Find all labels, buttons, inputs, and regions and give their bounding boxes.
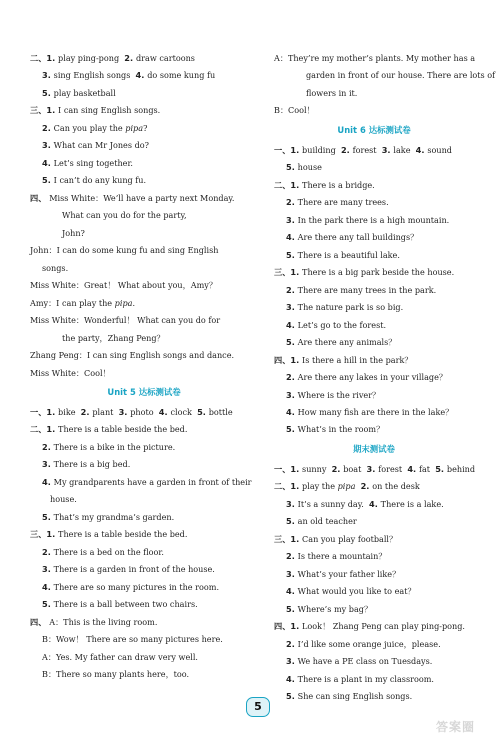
answer-line <box>30 194 258 203</box>
item-number: 3. <box>42 70 54 81</box>
answer-text: . <box>132 297 136 308</box>
item-number: 3. <box>42 564 54 575</box>
item-number: 4. <box>286 407 298 417</box>
question-marker: 三、1. <box>274 267 303 278</box>
item-number: 5. <box>286 691 298 702</box>
answer-text: Where’s my bag？ <box>297 603 373 614</box>
item-number: 2. <box>331 463 344 474</box>
question-marker: 二、1. <box>274 481 303 492</box>
answer-text: lake <box>393 144 411 155</box>
answer-text: B：Cool！ <box>274 105 315 116</box>
section-heading: Unit 5 达标测试卷 <box>107 387 181 398</box>
item-number: 3. <box>286 302 298 313</box>
item-number: 4. <box>158 407 171 417</box>
answer-line <box>274 321 474 330</box>
item-number: 2. <box>286 551 298 562</box>
answer-line <box>274 233 474 242</box>
answer-line <box>30 211 258 220</box>
answer-text: A：They’re my mother’s plants. My mother has a <box>274 53 476 63</box>
answer-text: There is a garden in front of the house. <box>53 564 215 575</box>
answer-text: I can’t do any kung fu. <box>53 175 147 186</box>
answer-line <box>274 391 474 400</box>
question-marker: 一、1. <box>274 144 303 155</box>
question-marker: 四、1. <box>274 354 303 365</box>
answer-text: on the desk <box>372 481 420 492</box>
item-number: 4. <box>415 144 428 155</box>
section-heading: Unit 6 达标测试卷 <box>337 124 411 135</box>
answer-line <box>30 425 258 434</box>
answer-line <box>274 425 474 434</box>
answer-text: The nature park is so big. <box>297 302 404 313</box>
item-number: 4. <box>286 673 298 684</box>
answer-text: John：I can do some kung fu and sing English <box>30 245 219 256</box>
answer-text: There is a table beside the bed. <box>58 529 188 540</box>
item-number: 5. <box>197 407 209 417</box>
answer-text: house <box>297 162 322 173</box>
item-number: 4. <box>407 463 419 474</box>
answer-line <box>30 460 258 469</box>
answer-text: There is a bridge. <box>302 179 375 190</box>
item-number: 5. <box>286 162 298 173</box>
left-column <box>30 54 258 688</box>
question-marker: 一、1. <box>30 407 59 417</box>
answer-text-italic: pipa <box>125 122 144 133</box>
question-marker: 二、1. <box>30 424 59 435</box>
item-number: 5. <box>286 249 298 260</box>
item-number: 5. <box>286 516 298 527</box>
item-number: 3. <box>286 498 298 509</box>
answer-line <box>30 600 258 609</box>
question-marker: 二、1. <box>30 53 59 63</box>
answer-line <box>30 495 258 504</box>
answer-text: B：There so many plants here，too. <box>42 669 190 680</box>
answer-line <box>30 281 258 290</box>
answer-text: play the <box>302 481 338 492</box>
item-number: 3. <box>286 656 298 667</box>
answer-text: play basketball <box>53 87 116 98</box>
answer-line <box>274 500 474 509</box>
answer-text: Look！ Zhang Peng can play ping-pong. <box>302 621 466 632</box>
item-number: 2. <box>360 481 373 492</box>
item-number: 3. <box>366 463 379 474</box>
answer-line <box>30 653 258 662</box>
answer-text: What’s your father like？ <box>297 568 401 579</box>
answer-line <box>274 373 474 382</box>
answer-line <box>274 251 474 260</box>
answer-text: A：This is the living room. <box>49 616 158 627</box>
question-marker: 一、1. <box>274 463 303 474</box>
answer-text: songs. <box>42 262 69 273</box>
item-number: 3. <box>286 214 298 225</box>
answer-line <box>274 675 474 684</box>
item-number: 2. <box>286 284 298 295</box>
item-number: 2. <box>340 144 353 155</box>
answer-text: Are there any tall buildings？ <box>297 232 419 243</box>
item-number: 2. <box>124 53 136 63</box>
answer-line <box>274 54 474 63</box>
answer-line <box>274 89 474 98</box>
answer-text: ? <box>143 122 148 133</box>
answer-text: Zhang Peng：I can sing English songs and dance. <box>30 350 235 361</box>
answer-text: Where is the river？ <box>297 389 381 400</box>
answer-text: forest <box>352 144 377 155</box>
item-number: 4. <box>286 319 298 330</box>
answer-text: garden in front of our house. There are lots of <box>306 70 496 81</box>
answer-line <box>274 408 474 417</box>
item-number: 3. <box>381 144 394 155</box>
watermark-logo: 答案圈 <box>436 720 476 734</box>
answer-text: sing English songs <box>53 70 131 81</box>
item-number: 3. <box>42 459 54 470</box>
answer-text: sunny <box>302 463 327 474</box>
item-number: 5. <box>286 603 298 614</box>
question-marker: 三、1. <box>30 105 59 116</box>
answer-line <box>30 565 258 574</box>
answer-line <box>30 478 258 487</box>
answer-line <box>30 159 258 168</box>
answer-text: clock <box>170 407 192 417</box>
answer-text: How many fish are there in the lake？ <box>297 407 454 417</box>
answer-text: There is a bike in the picture. <box>53 441 176 452</box>
answer-text: Amy：I can play the <box>30 297 115 308</box>
item-number: 5. <box>435 463 447 474</box>
answer-text: There is a big park beside the house. <box>302 267 455 278</box>
answer-line <box>274 605 474 614</box>
answer-text: Are there any lakes in your village？ <box>297 372 447 383</box>
answer-line <box>274 482 474 491</box>
answer-line <box>30 316 258 325</box>
answer-line <box>30 54 258 63</box>
item-number: 4. <box>42 581 54 592</box>
answer-text: sound <box>427 144 452 155</box>
item-number: 3. <box>286 389 298 400</box>
right-column <box>274 53 496 710</box>
item-number: 2. <box>80 407 93 417</box>
answer-text: My grandparents have a garden in front of their <box>53 476 252 487</box>
answer-line <box>274 640 474 649</box>
answer-text: Is there a hill in the park？ <box>302 354 413 365</box>
question-marker: 三、1. <box>30 529 59 540</box>
answer-text: I can sing English songs. <box>58 105 161 116</box>
answer-text: What can you do for the party, <box>62 210 187 221</box>
answer-text: What would you like to eat？ <box>297 586 416 597</box>
answer-text: That’s my grandma’s garden. <box>53 511 175 522</box>
answer-text: plant <box>92 407 114 417</box>
answer-line <box>30 351 258 360</box>
answer-line <box>30 71 258 80</box>
answer-text: There are so many pictures in the room. <box>53 581 220 592</box>
answer-line <box>274 692 474 701</box>
item-number: 2. <box>42 546 54 557</box>
answer-line <box>274 198 474 207</box>
answer-text: We have a PE class on Tuesdays. <box>297 656 433 667</box>
answer-line <box>30 124 258 133</box>
item-number: 3. <box>118 407 131 417</box>
answer-text-italic: pipa <box>337 481 356 492</box>
answer-line <box>30 299 258 308</box>
answer-text: I’d like some orange juice，please. <box>297 638 441 649</box>
answer-text: Miss White：Great！ What about you，Amy？ <box>30 280 217 291</box>
answer-text: John? <box>62 227 85 238</box>
answer-text: What’s in the room？ <box>297 424 385 435</box>
item-number: 5. <box>42 175 54 186</box>
answer-text: bike <box>58 407 76 417</box>
item-number: 5. <box>286 337 298 348</box>
answer-line <box>30 618 258 627</box>
item-number: 4. <box>286 232 298 243</box>
answer-text: In the park there is a high mountain. <box>297 214 450 225</box>
answer-text: She can sing English songs. <box>297 691 413 702</box>
item-number: 4. <box>42 476 54 487</box>
answer-line <box>274 146 474 155</box>
question-marker: 二、1. <box>274 179 303 190</box>
answer-line <box>30 530 258 539</box>
question-marker: 四、 <box>30 616 50 627</box>
answer-text: Miss White：Wonderful！ What can you do for <box>30 315 221 326</box>
answer-text: an old teacher <box>297 516 357 527</box>
item-number: 5. <box>42 87 54 98</box>
answer-text: boat <box>343 463 362 474</box>
item-number: 2. <box>286 372 298 383</box>
answer-line <box>30 106 258 115</box>
answer-line <box>30 369 258 378</box>
answer-line <box>274 465 474 474</box>
answer-line <box>30 408 258 417</box>
answer-line <box>30 229 258 238</box>
answer-text: Are there any animals？ <box>297 337 397 348</box>
answer-line <box>30 548 258 557</box>
answer-text: Is there a mountain？ <box>297 551 387 562</box>
item-number: 2. <box>42 441 54 452</box>
answer-text: It’s a sunny day. <box>297 498 364 509</box>
item-number: 4. <box>42 157 54 168</box>
answer-text: the party，Zhang Peng？ <box>62 332 165 343</box>
answer-text: There is a beautiful lake. <box>297 249 400 260</box>
answer-line <box>30 583 258 592</box>
answer-text: do some kung fu <box>147 70 216 81</box>
item-number: 3. <box>286 568 298 579</box>
answer-line <box>274 70 496 81</box>
section-heading: 期末测试卷 <box>353 443 395 454</box>
answer-line <box>274 338 474 347</box>
answer-text: Can you play the <box>53 122 126 133</box>
answer-line <box>30 513 258 522</box>
item-number: 3. <box>42 140 54 151</box>
answer-line <box>274 517 474 526</box>
answer-line <box>30 141 258 150</box>
answer-text: behind <box>446 463 476 474</box>
question-marker: 四、1. <box>274 621 303 632</box>
item-number: 4. <box>286 586 298 597</box>
answer-line <box>30 443 258 452</box>
answer-text: building <box>302 144 336 155</box>
answer-text: draw cartoons <box>135 53 195 63</box>
answer-text: There is a big bed. <box>53 459 131 470</box>
answer-text: flowers in it. <box>306 87 358 98</box>
answer-text: A：Yes. My father can draw very well. <box>42 651 198 662</box>
item-number: 2. <box>286 197 298 208</box>
answer-text: photo <box>130 407 154 417</box>
answer-line <box>30 176 258 185</box>
answer-line <box>30 670 258 679</box>
answer-text: Let’s sing together. <box>53 157 134 168</box>
answer-line <box>274 570 474 579</box>
answer-text: Let’s go to the forest. <box>297 319 387 330</box>
page-number: 5 <box>246 697 270 717</box>
answer-text: B：Wow！ There are so many pictures here. <box>42 634 223 645</box>
answer-text: play ping-pong <box>58 53 120 63</box>
answer-line <box>274 535 474 544</box>
answer-text: There are many trees. <box>297 197 389 208</box>
item-number: 4. <box>135 70 148 81</box>
answer-line <box>30 264 258 273</box>
answer-text: There is a ball between two chairs. <box>53 599 198 610</box>
answer-line <box>30 334 258 343</box>
item-number: 5. <box>42 511 54 522</box>
answer-line <box>30 246 258 255</box>
answer-line <box>274 106 474 115</box>
answer-text: There is a plant in my classroom. <box>297 673 434 684</box>
answer-line <box>274 163 474 172</box>
answer-text: Miss White：We’ll have a party next Monday. <box>49 192 235 203</box>
answer-line <box>274 552 474 561</box>
answer-text: There is a lake. <box>380 498 444 509</box>
item-number: 5. <box>42 599 54 610</box>
answer-line <box>274 268 474 277</box>
answer-line <box>274 356 474 365</box>
answer-line <box>30 89 258 98</box>
answer-line <box>274 622 474 631</box>
answer-text: bottle <box>208 407 233 417</box>
answer-text: Miss White：Cool！ <box>30 367 111 378</box>
answer-line <box>274 587 474 596</box>
answer-line <box>274 286 474 295</box>
answer-text: There is a table beside the bed. <box>58 424 188 435</box>
question-marker: 三、1. <box>274 533 303 544</box>
item-number: 2. <box>286 638 298 649</box>
answer-line <box>30 635 258 644</box>
answer-text: house. <box>50 494 77 505</box>
answer-line <box>274 216 474 225</box>
answer-line <box>274 181 474 190</box>
answer-text-italic: pipa <box>114 297 133 308</box>
answer-text: Can you play football？ <box>302 533 398 544</box>
answer-text: There is a bed on the floor. <box>53 546 164 557</box>
answer-line <box>274 303 474 312</box>
item-number: 4. <box>369 498 381 509</box>
answer-text: What can Mr Jones do? <box>53 140 149 151</box>
answer-text: There are many trees in the park. <box>297 284 437 295</box>
question-marker: 四、 <box>30 192 50 203</box>
answer-text: fat <box>418 463 431 474</box>
answer-line <box>274 657 474 666</box>
item-number: 2. <box>42 122 54 133</box>
item-number: 5. <box>286 424 298 435</box>
answer-text: forest <box>378 463 403 474</box>
